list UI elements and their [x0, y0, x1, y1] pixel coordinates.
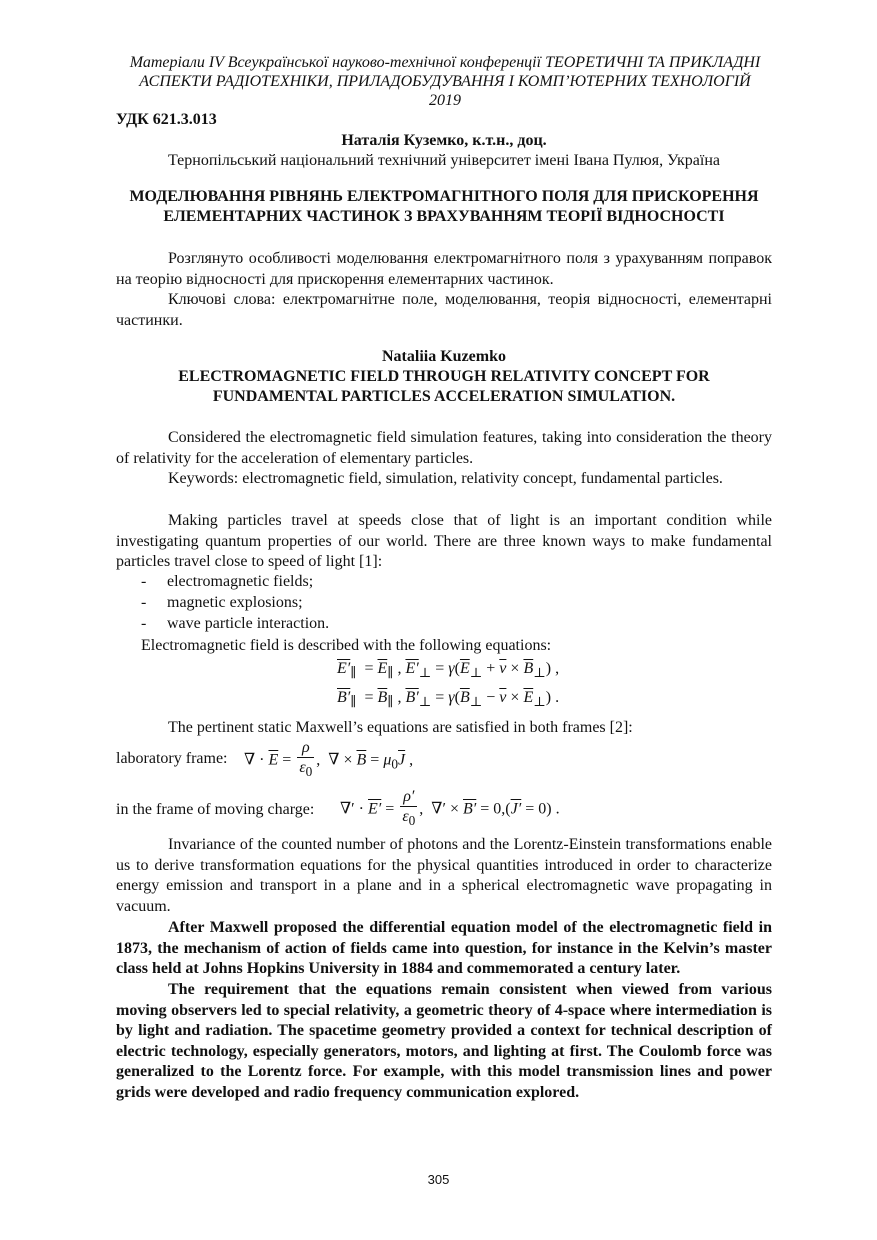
ua-affiliation: Тернопільський національний технічний університет імені Івана Пулюя, Україна [168, 152, 720, 169]
laboratory-frame-equations: ∇ · $\overline{E}$ = $\frac{\rho}{\varepsilon_0}$ , ∇ × $\overline{B} = \mu_0\overline{J}$ , [244, 739, 413, 782]
laboratory-frame-label: laboratory frame: [116, 750, 228, 767]
conference-header-line-1: Матеріали IV Всеукраїнської науково-технічної конференції ТЕОРЕТИЧНІ ТА ПРИКЛАДНІ [129, 54, 761, 71]
en-keywords: Keywords: electromagnetic field, simulation, relativity concept, fundamental particles. [168, 470, 723, 487]
ua-title: МОДЕЛЮВАННЯ РІВНЯНЬ ЕЛЕКТРОМАГНІТНОГО ПОЛЯ ДЛЯ ПРИСКОРЕННЯ ЕЛЕМЕНТАРНИХ ЧАСТИНОК З ВРАХУВАННЯМ ТЕОРІЇ ВІДНОСНОСТІ [129, 188, 759, 225]
field-transform-b: $B'_\parallel = \overline{B}_\parallel$ , $B'_\perp = \gamma(\overline{B}_\perp - \overline{v} \times \overline{E}_\perp)$ . [337, 689, 560, 710]
field-transform-e: $E'_\parallel = \overline{E}_\parallel$ , $E'_\perp = \gamma(\overline{E}_\perp + \overline{v} \times \overline{B}_\perp)$ , [337, 660, 560, 681]
list-item-text: electromagnetic fields; [167, 573, 314, 590]
ua-abstract: Розглянуто особливості моделювання електромагнітного поля з урахуванням поправок на теорію відносності для прискорення елементарних частинок. [116, 250, 772, 288]
conference-header-line-2: АСПЕКТИ РАДІОТЕХНІКИ, ПРИЛАДОБУДУВАННЯ І КОМП’ЮТЕРНИХ ТЕХНОЛОГІЙ [139, 73, 751, 90]
ua-keywords: Ключові слова: електромагнітне поле, моделювання, теорія відносності, елементарні частинки. [116, 291, 772, 329]
equations-intro: Electromagnetic field is described with the following equations: [141, 637, 552, 654]
list-item-text: wave particle interaction. [167, 615, 330, 632]
en-author: Nataliia Kuzemko [382, 348, 506, 365]
page-number: 305 [427, 1172, 450, 1187]
en-abstract: Considered the electromagnetic field simulation features, taking into consideration the theory of relativity for the acceleration of elementary particles. [116, 429, 772, 467]
moving-frame-label: in the frame of moving charge: [116, 801, 315, 818]
ua-author: Наталія Куземко, к.т.н., доц. [341, 132, 547, 149]
relativity-paragraph: The requirement that the equations remain consistent when viewed from various moving observers led to special relativity, a geometric theory of 4-space where intermediation is by light and radiation. The spacetime geometry provided a context for technical description of electric technology, especially generators, motors, and lighting at first. The Coulomb force was generalized to the Lorentz force. For example, with this model transmission lines and power grids were developed and radio frequency communication explored. [116, 981, 772, 1101]
moving-frame-equations: ∇′ · E′ = $\frac{\rho'}{\varepsilon_0}$ , ∇′ × B′ = 0,(J′ = 0) . [340, 788, 560, 831]
intro-paragraph: Making particles travel at speeds close that of light is an important condition while investigating quantum properties of our world. There are three known ways to make fundamental particles travel close to speed of light [1]: [116, 512, 772, 570]
conference-header [100, 53, 790, 110]
paper-page: Матеріали IV Всеукраїнської науково-технічної конференції ТЕОРЕТИЧНІ ТА ПРИКЛАДНІ АСПЕКТИ РАДІОТЕХНІКИ, ПРИЛАДОБУДУВАННЯ І КОМП’ЮТЕРНИХ ТЕХНОЛОГІЙ 2019 УДК 621.3.013 Наталія Куземко, к.т.н., доц. Тернопільський національний технічний університет імені Івана Пулюя, Україна МОДЕЛЮВАННЯ РІВНЯНЬ ЕЛЕКТРОМАГНІТНОГО ПОЛЯ ДЛЯ ПРИСКОРЕННЯ ЕЛЕМЕНТАРНИХ ЧАСТИНОК З ВРАХУВАННЯМ ТЕОРІЇ ВІДНОСНОСТІ Розглянуто особливості моделювання електромагнітного поля з урахуванням поправок на теорію відносності для прискорення елементарних частинок. Ключові слова: електромагнітне поле, моделювання, теорія відносності, елементарні частинки. Nataliia Kuzemko ELECTROMAGNETIC FIELD THROUGH RELATIVITY CONCEPT FOR FUNDAMENTAL PARTICLES ACCELERATION SIMULATION. Considered the electromagnetic field simulation features, taking into consideration the theory of relativity for the acceleration of elementary particles. Keywords: electromagnetic field, simulation, relativity concept, fundamental particles. Making particles travel at speeds close that of light is an important condition while investigating quantum properties of our world. There are three known ways to make fundamental particles travel close to speed of light [1]: - electromagnetic fields; - magnetic explosions; - wave particle interaction. Electromagnetic field is described with the following equations: $E'_\parallel = \overline{E}_\parallel$ , $E'_\perp = \gamma(\overline{E}_\perp + \overline{v} \times \overline{B}_\perp)$ , $B'_\parallel = \overline{B}_\parallel$ , $B'_\perp = \gamma(\overline{B}_\perp - \overline{v} \times \overline{E}_\perp)$ . The pertinent static Maxwell’s equations are satisfied in both frames [2]: laboratory frame: ∇ · $\overline{E}$ = $\frac{\rho}{\varepsilon_0}$ , ∇ × $\overline{B} = \mu_0\overline{J}$ , in the frame of moving charge: ∇′ · E′ = $\frac{\rho'}{\varepsilon_0}$ , ∇′ × B′ = 0,(J′ = 0) . Invariance of the counted number of photons and the Lorentz-Einstein transformations enable us to derive transformation equations for the physical quantities introduced in order to characterize energy emission and transport in a plane and in a spherical electromagnetic wave propagating in vacuum. After Maxwell proposed the differential equation model of the electromagnetic field in 1873, the mechanism of action of fields came into question, for instance in the Kelvin’s master class held at Johns Hopkins University in 1884 and commemorated a century later. The requirement that the equations remain consistent when viewed from various moving observers led to special relativity, a geometric theory of 4-space where intermediation is by light and radiation. The spacetime geometry provided a context for technical description of electric technology, especially generators, motors, and lighting at first. The Coulomb force was generalized to the Lorentz force. For example, with this model transmission lines and power grids were developed and radio frequency communication explored. 305 [0, 0, 877, 1240]
maxwell-history-paragraph: After Maxwell proposed the differential equation model of the electromagnetic field in 1873, the mechanism of action of fields came into question, for instance in the Kelvin’s master class held at Johns Hopkins University in 1884 and commemorated a century later. [116, 919, 772, 977]
udk-code: УДК 621.3.013 [116, 111, 217, 128]
conference-header-year: 2019 [429, 92, 461, 109]
en-title: ELECTROMAGNETIC FIELD THROUGH RELATIVITY CONCEPT FOR FUNDAMENTAL PARTICLES ACCELERATION SIMULATION. [178, 368, 710, 405]
list-item-text: magnetic explosions; [167, 594, 303, 611]
invariance-paragraph: Invariance of the counted number of photons and the Lorentz-Einstein transformations enable us to derive transformation equations for the physical quantities introduced in order to characterize energy emission and transport in a plane and in a spherical electromagnetic wave propagating in vacuum. [116, 836, 772, 915]
maxwell-intro: The pertinent static Maxwell’s equations are satisfied in both frames [2]: [168, 719, 633, 736]
